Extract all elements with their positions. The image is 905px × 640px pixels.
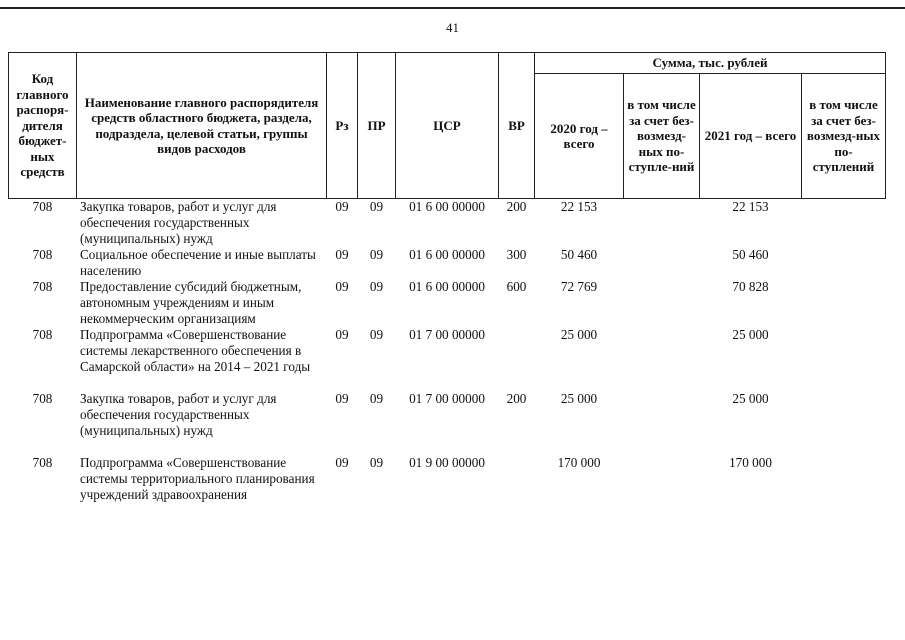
row-name: Закупка товаров, работ и услуг для обеспечения государственных (муниципальных) нужд [80, 199, 277, 246]
row-spacer [9, 375, 886, 391]
row-csr: 01 6 00 00000 [409, 279, 485, 294]
row-code: 708 [32, 279, 53, 294]
row-2021-total: 50 460 [732, 247, 769, 262]
row-name: Социальное обеспечение и иные выплаты населению [80, 247, 316, 278]
header-name: Наименование главного распорядителя средств областного бюджета, раздела, подраздела, целевой статьи, группы видов расходов [77, 53, 327, 199]
row-2020-grants [624, 279, 700, 327]
row-2021-total: 25 000 [732, 327, 769, 342]
row-2020-grants [624, 391, 700, 439]
header-vr: ВР [499, 53, 535, 199]
table-row [9, 279, 886, 327]
row-2021-grants [802, 279, 886, 327]
row-2021-total: 170 000 [729, 455, 772, 470]
header-csr: ЦСР [396, 53, 499, 199]
header-rz: Рз [327, 53, 358, 199]
row-2020-total: 72 769 [560, 279, 598, 294]
row-2020-grants [624, 199, 700, 248]
header-2020-grants: в том числе за счет без-возмезд-ных по-ступле-ний [624, 74, 700, 199]
row-2020-grants [624, 455, 700, 503]
table-row [9, 199, 886, 248]
row-pr: 09 [369, 199, 384, 214]
row-vr [499, 327, 535, 375]
header-2021-total: 2021 год – всего [700, 74, 802, 199]
row-2021-grants [802, 455, 886, 503]
row-vr: 600 [506, 279, 527, 294]
row-csr: 01 6 00 00000 [409, 199, 485, 214]
row-vr [499, 455, 535, 503]
row-2020-total: 25 000 [560, 391, 598, 406]
table-row [9, 455, 886, 503]
header-sum-group: Сумма, тыс. рублей [535, 53, 886, 74]
row-spacer [9, 439, 886, 455]
row-rz: 09 [335, 279, 349, 294]
budget-table [8, 52, 886, 503]
row-2020-grants [624, 327, 700, 375]
row-csr: 01 7 00 00000 [409, 391, 485, 406]
row-csr: 01 6 00 00000 [409, 247, 485, 262]
row-2021-grants [802, 199, 886, 248]
row-2020-total: 50 460 [560, 247, 598, 262]
table-row [9, 391, 886, 439]
row-2021-total: 22 153 [732, 199, 769, 214]
row-2020-total: 22 153 [560, 199, 598, 214]
row-csr: 01 7 00 00000 [409, 327, 485, 342]
row-rz: 09 [335, 391, 349, 406]
row-name: Закупка товаров, работ и услуг для обеспечения государственных (муниципальных) нужд [80, 391, 277, 438]
row-vr: 200 [506, 391, 527, 406]
header-code: Код главного распоря-дителя бюджет-ных средств [9, 53, 77, 199]
row-pr: 09 [369, 279, 384, 294]
row-csr: 01 9 00 00000 [409, 455, 485, 470]
row-code: 708 [32, 455, 53, 470]
row-2020-total: 25 000 [560, 327, 598, 342]
header-pr: ПР [358, 53, 396, 199]
row-pr: 09 [369, 327, 384, 342]
row-2020-grants [624, 247, 700, 279]
row-rz: 09 [335, 247, 349, 262]
row-2021-grants [802, 327, 886, 375]
row-vr: 200 [506, 199, 527, 214]
row-2021-grants [802, 247, 886, 279]
row-2021-total: 70 828 [732, 279, 769, 294]
row-code: 708 [32, 391, 53, 406]
row-pr: 09 [369, 391, 384, 406]
row-name: Подпрограмма «Совершенствование системы территориального планирования учреждений здравоохранения [80, 455, 315, 502]
table-row [9, 327, 886, 375]
row-vr: 300 [506, 247, 527, 262]
row-rz: 09 [335, 455, 349, 470]
row-name: Подпрограмма «Совершенствование системы лекарственного обеспечения в Самарской области» на 2014 – 2021 годы [80, 327, 311, 374]
row-2021-total: 25 000 [732, 391, 769, 406]
header-2020-total: 2020 год – всего [535, 74, 624, 199]
row-code: 708 [32, 199, 53, 214]
row-name: Предоставление субсидий бюджетным, автономным учреждениям и иным некоммерческим организациям [80, 279, 302, 326]
row-code: 708 [32, 247, 53, 262]
top-rule [0, 7, 905, 9]
row-pr: 09 [369, 455, 384, 470]
page-number: 41 [446, 20, 459, 35]
row-2021-grants [802, 391, 886, 439]
table-row [9, 247, 886, 279]
row-rz: 09 [335, 199, 349, 214]
row-code: 708 [32, 327, 53, 342]
row-rz: 09 [335, 327, 349, 342]
header-2021-grants: в том числе за счет без-возмезд-ных по-ступлений [802, 74, 886, 199]
row-pr: 09 [369, 247, 384, 262]
row-2020-total: 170 000 [557, 455, 601, 470]
